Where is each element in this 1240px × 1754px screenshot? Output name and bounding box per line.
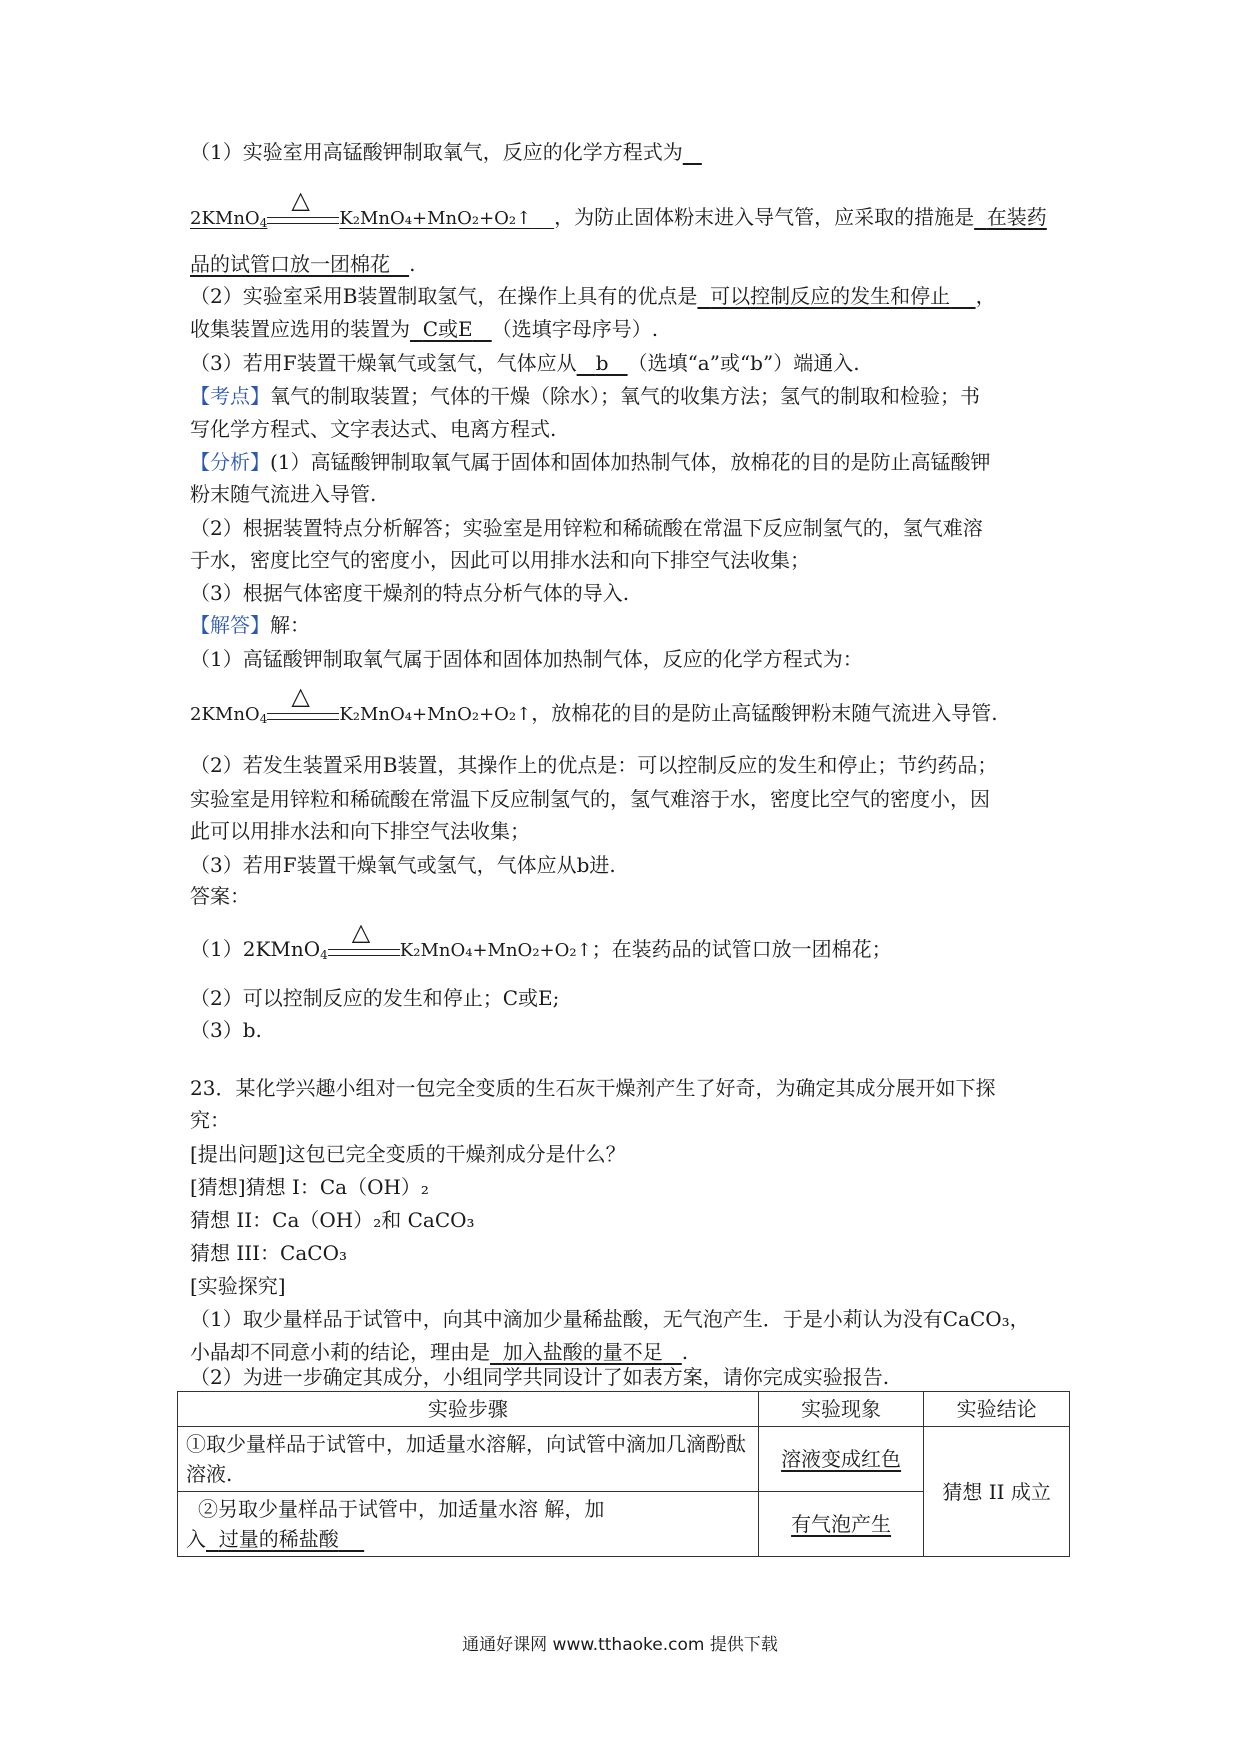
text-line: 【考点】氧气的制取装置；气体的干燥（除水）；氧气的收集方法；氢气的制取和检验；书	[190, 384, 980, 408]
chemical-equation-2: 2KMnO$_4$ △ K₂MnO₄+MnO₂+O₂↑，放棉花的目的是防止高锰酸钾粉末随气流进入导管.	[190, 682, 998, 726]
table-header-row	[178, 1392, 1070, 1427]
footer: 通通好课网 www.tthaoke.com 提供下载	[462, 1635, 778, 1655]
text-line: （2）可以控制反应的发生和停止；C或E;	[190, 986, 560, 1010]
text-line: 写化学方程式、文字表达式、电离方程式.	[190, 417, 557, 441]
conclusion-cell: 猜想 II 成立	[924, 1427, 1070, 1557]
text-line: 猜想 II：Ca（OH）₂和 CaCO₃	[190, 1208, 475, 1232]
text-line: （3）若用F装置干燥氧气或氢气，气体应从 b （选填“a”或“b”）端通入.	[190, 351, 860, 375]
step-1: ①取少量样品于试管中，加适量水溶解，向试管中滴加几滴酚酞溶液.	[178, 1427, 759, 1492]
header-conclusion: 实验结论	[924, 1392, 1070, 1427]
experiment-table	[177, 1391, 1070, 1557]
text-line: （2）若发生装置采用B装置，其操作上的优点是：可以控制反应的发生和停止；节约药品；	[190, 753, 998, 777]
heat-condition-symbol: △	[328, 942, 400, 960]
text-line: 小晶却不同意小莉的结论，理由是 加入盐酸的量不足 .	[190, 1340, 689, 1364]
observation-1: 溶液变成红色	[758, 1427, 923, 1492]
text-line: （1）取少量样品于试管中，向其中滴加少量稀盐酸，无气泡产生．于是小莉认为没有CaCO₃，	[190, 1307, 1030, 1331]
heat-condition-symbol: △	[267, 210, 339, 228]
text-line: （3）根据气体密度干燥剂的特点分析气体的导入.	[190, 581, 630, 605]
text-line: 【解答】解：	[190, 613, 310, 637]
text-line: [实验探究]	[190, 1274, 286, 1298]
question-23: 23．某化学兴趣小组对一包完全变质的生石灰干燥剂产生了好奇，为确定其成分展开如下探	[190, 1076, 996, 1100]
text-line: 此可以用排水法和向下排空气法收集；	[190, 819, 530, 843]
chemical-equation-1: 2KMnO$_4$ △ K₂MnO₄+MnO₂+O₂↑ ，为防止固体粉末进入导气管，应采取的措施是 在装药	[190, 186, 1047, 230]
text-line: （3）b.	[190, 1018, 262, 1042]
heat-condition-symbol: △	[267, 706, 339, 724]
text-line: （1）高锰酸钾制取氧气属于固体和固体加热制气体，反应的化学方程式为：	[190, 647, 863, 671]
text-line: 【分析】(1）高锰酸钾制取氧气属于固体和固体加热制气体，放棉花的目的是防止高锰酸钾	[190, 450, 991, 474]
text-line: （1）实验室用高锰酸钾制取氧气，反应的化学方程式为	[190, 140, 683, 164]
step-2: ②另取少量样品于试管中，加适量水溶 解，加 入 过量的稀盐酸	[178, 1492, 759, 1557]
text-line: 答案：	[190, 884, 250, 908]
text-line: （2）为进一步确定其成分，小组同学共同设计了如表方案，请你完成实验报告.	[190, 1365, 890, 1389]
text-line: 收集装置应选用的装置为 C或E （选填字母序号）.	[190, 317, 659, 341]
text-line: 粉末随气流进入导管.	[190, 482, 377, 506]
text-line: 于水，密度比空气的密度小，因此可以用排水法和向下排空气法收集；	[190, 548, 810, 572]
table-row	[178, 1427, 1070, 1492]
chemical-equation-3: （1）2KMnO$_4$ △ K₂MnO₄+MnO₂+O₂↑；在装药品的试管口放一团棉花；	[190, 918, 892, 962]
header-observation: 实验现象	[758, 1392, 923, 1427]
text-line: （3）若用F装置干燥氧气或氢气，气体应从b进.	[190, 853, 616, 877]
header-steps: 实验步骤	[178, 1392, 759, 1427]
text-line: （2）根据装置特点分析解答；实验室是用锌粒和稀硫酸在常温下反应制氢气的，氢气难溶	[190, 516, 983, 540]
text-line: [提出问题]这包已完全变质的干燥剂成分是什么？	[190, 1142, 626, 1166]
text-line: 品的试管口放一团棉花 .	[190, 252, 416, 276]
text-line: 实验室是用锌粒和稀硫酸在常温下反应制氢气的，氢气难溶于水，密度比空气的密度小，因	[190, 787, 990, 811]
text-line: （2）实验室采用B装置制取氢气，在操作上具有的优点是 可以控制反应的发生和停止 ，	[190, 284, 996, 308]
observation-2: 有气泡产生	[758, 1492, 923, 1557]
text-line: 猜想 III：CaCO₃	[190, 1241, 348, 1265]
text-line: 究：	[190, 1108, 230, 1132]
text-line: [猜想]猜想 I：Ca（OH）₂	[190, 1175, 429, 1199]
